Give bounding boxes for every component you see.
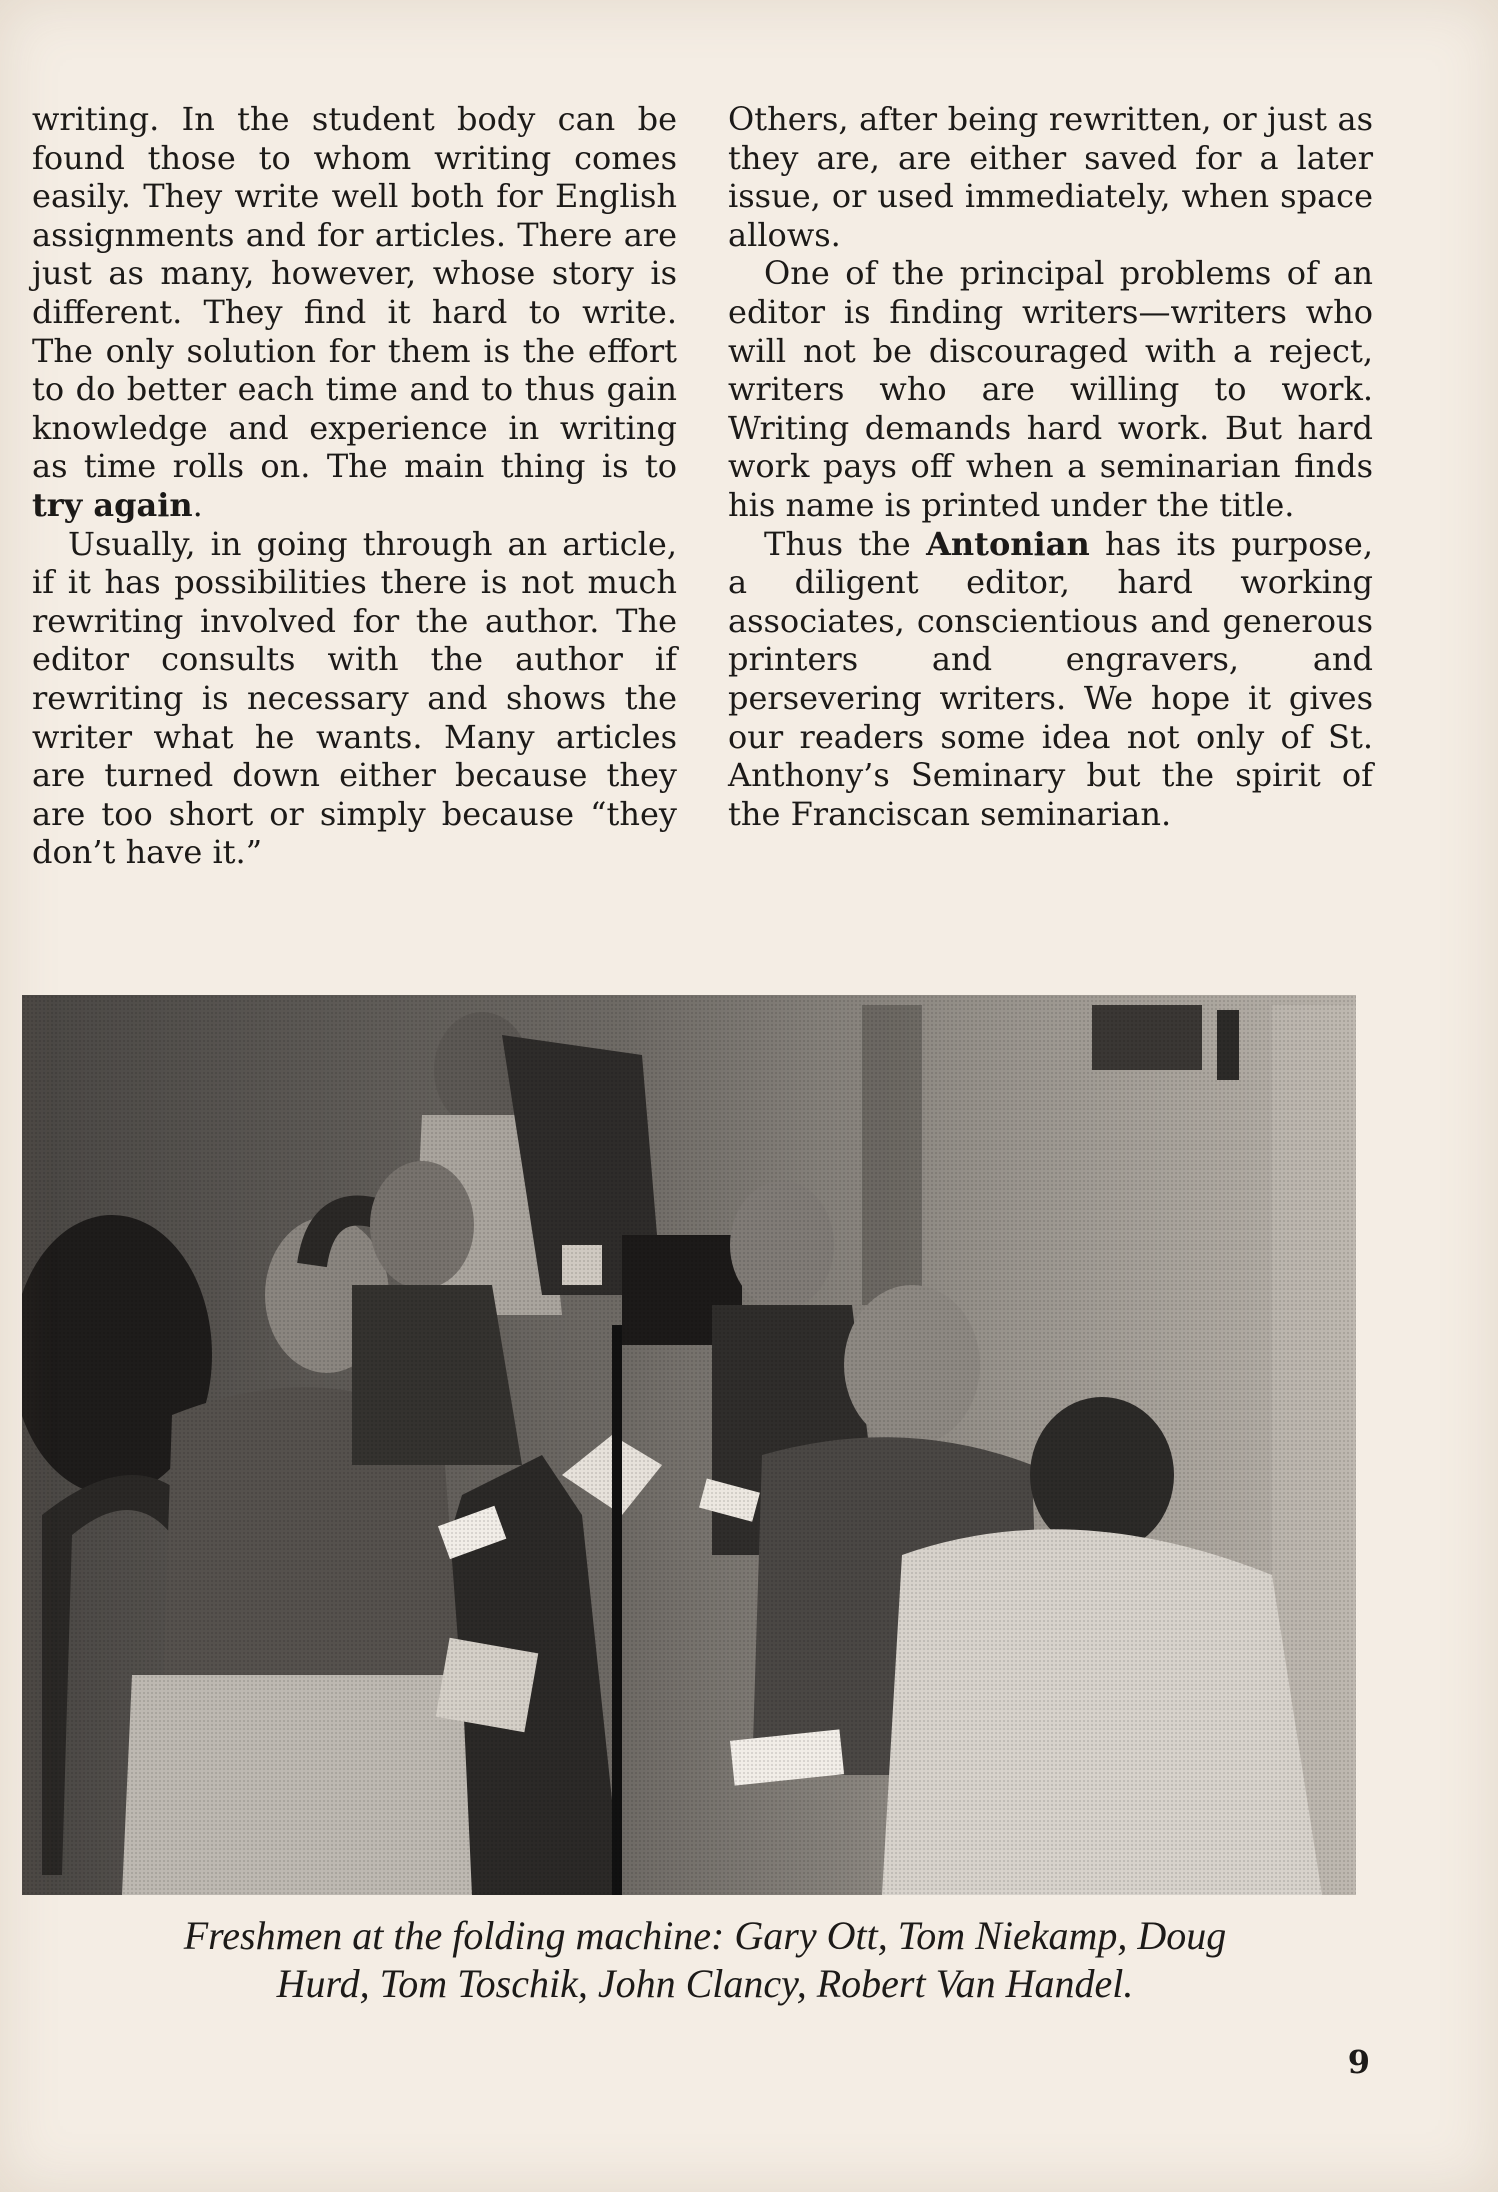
page-number: 9	[1347, 2043, 1370, 2081]
left-paragraph-1-bold: try again	[32, 485, 193, 524]
right-paragraph-3-text: has its purpose, a diligent editor, hard working associates, conscientious and generous printers and engravers, and persevering writers. We hope it gives our readers some idea not only of St. Anthony’s Seminary but the spirit of the Franciscan seminarian.	[728, 524, 1374, 833]
left-paragraph-1-text: writing. In the student body can be found those to whom writing comes easily. They write well both for English assignments and for articles. There are just as many, however, whose story is different. They find it hard to write. The only solution for them is the effort to do better each time and to thus gain knowledge and experience in writing as time rolls on. The main thing is to	[32, 100, 677, 486]
right-column	[728, 100, 1373, 833]
photograph-icon	[22, 995, 1356, 1895]
left-paragraph-2: Usually, in going through an article, if it has possibilities there is not much rewriting involved for the author. The editor consults with the author if rewriting is necessary and shows the writer what he wants. Many articles are turned down either because they are too short or simply because “they don’t have it.”	[32, 524, 677, 872]
right-paragraph-2: One of the principal problems of an editor is finding writers—writers who will not be discouraged with a reject, writers who are willing to work. Writing demands hard work. But hard work pays off when a seminarian finds his name is printed under the title.	[728, 254, 1373, 524]
photo-caption	[40, 1912, 1370, 2008]
left-paragraph-1-end: .	[192, 485, 203, 524]
caption-line-1: Freshmen at the folding machine: Gary Ott, Tom Niekamp, Doug	[183, 1913, 1227, 1958]
left-paragraph-1	[32, 100, 677, 525]
right-paragraph-3-bold: Antonian	[926, 524, 1090, 563]
right-paragraph-3	[728, 525, 1373, 834]
right-paragraph-1: Others, after being rewritten, or just as they are, are either saved for a later issue, or used immediately, when space allows.	[728, 100, 1373, 254]
caption-line-2: Hurd, Tom Toschik, John Clancy, Robert Van Handel.	[276, 1961, 1134, 2006]
right-paragraph-3-start: Thus the	[764, 524, 927, 563]
photograph	[22, 995, 1356, 1895]
left-column	[32, 100, 677, 872]
